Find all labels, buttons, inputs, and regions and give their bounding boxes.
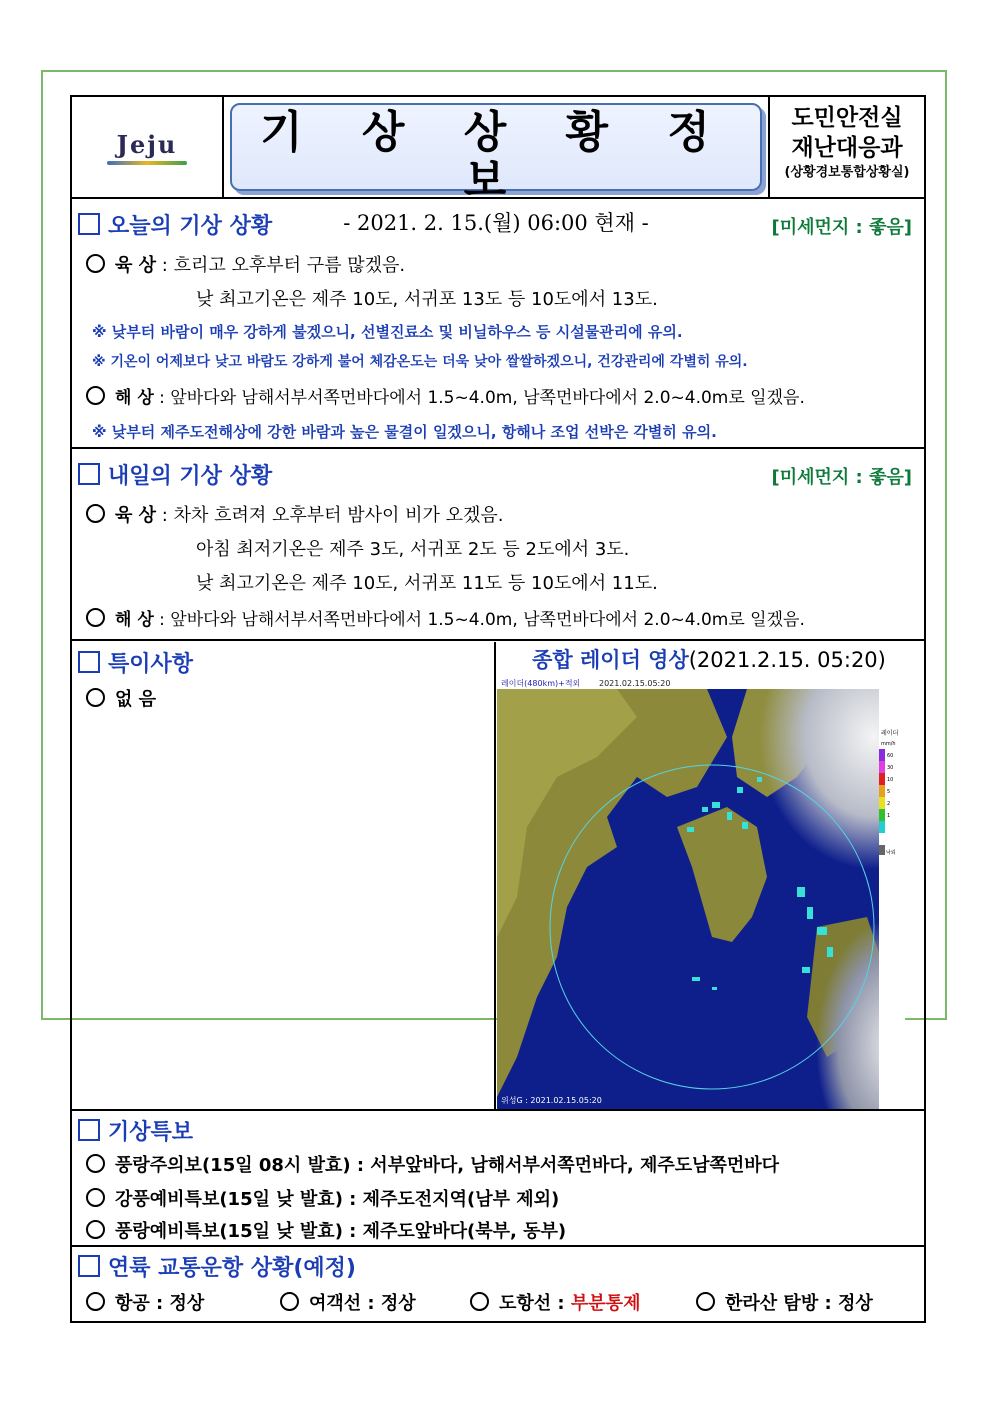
dept-line-2: 재난대응과 [791,135,903,161]
legend-swatch [879,749,885,761]
circle-bullet-icon [86,504,105,523]
legend-value: 10 [887,777,894,783]
logo-swoosh-icon [107,161,187,165]
dept-line-3: (상황경보통합상황실) [784,165,910,180]
today-section [72,199,924,449]
tomorrow-land: 육 상 : 차차 흐려져 오후부터 밤사이 비가 오겠음. [86,501,504,527]
special-title: 특이사항 [78,647,193,678]
circle-bullet-icon [280,1292,299,1311]
title-box [230,103,762,235]
today-note-2: ※ 기온이 어제보다 낮고 바람도 강하게 불어 체감온도는 더욱 낮아 쌀쌀하겠으니, 건강관리에 각별히 유의. [92,354,748,370]
circle-bullet-icon [86,386,105,405]
today-land: 육 상 : 흐리고 오후부터 구름 많겠음. [86,251,405,277]
tomorrow-dust: [미세먼지 : 좋음] [771,467,912,488]
legend-swatch [879,821,885,833]
radar-top-time: 2021.02.15.05:20 [599,679,671,688]
legend-value: 1 [887,813,891,819]
today-land-temp: 낮 최고기온은 제주 10도, 서귀포 13도 등 10도에서 13도. [196,289,658,310]
tomorrow-section [72,449,924,641]
legend-value: 5 [887,789,891,795]
today-note-1: ※ 낮부터 바람이 매우 강하게 불겠으니, 선별진료소 및 비닐하우스 등 시설물관리에 유의. [92,323,683,341]
traffic-island-ferry: 도항선 : 부분통제 [470,1289,640,1315]
circle-bullet-icon [86,1220,105,1239]
today-sea: 해 상 : 앞바다와 남해서부서쪽먼바다에서 1.5~4.0m, 남쪽먼바다에서 2.0~4.0m로 일겠음. [86,383,805,408]
legend-lightning: 낙뢰 [886,850,896,856]
circle-bullet-icon [86,254,105,273]
tomorrow-land-min: 아침 최저기온은 제주 3도, 서귀포 2도 등 2도에서 3도. [196,539,630,560]
department [768,97,924,197]
legend-swatch [879,773,885,785]
traffic-title: 연륙 교통운항 상황(예정) [78,1251,356,1282]
radar-image [497,677,905,1109]
weather-document [70,95,926,1323]
circle-bullet-icon [86,1188,105,1207]
tomorrow-title: 내일의 기상 상황 [78,459,272,490]
legend-value: 30 [887,765,894,771]
traffic-hallasan: 한라산 탐방 : 정상 [696,1289,873,1315]
checkbox-square-icon [78,463,100,485]
legend-value: 60 [887,753,894,759]
today-title: 오늘의 기상 상황 [78,209,272,240]
circle-bullet-icon [86,1154,105,1173]
traffic-air: 항공 : 정상 [86,1289,204,1315]
warning-item: 풍랑주의보(15일 08시 발효) : 서부앞바다, 남해서부서쪽먼바다, 제주도남쪽먼바다 [86,1151,779,1177]
page-title: 기 상 상 황 정 보 [260,107,732,206]
circle-bullet-icon [470,1292,489,1311]
radar-bottom-label: 위성G : 2021.02.15.05:20 [501,1096,602,1105]
tomorrow-sea: 해 상 : 앞바다와 남해서부서쪽먼바다에서 1.5~4.0m, 남쪽먼바다에서 2.0~4.0m로 일겠음. [86,605,805,630]
legend-swatch [879,809,885,821]
legend-swatch [879,797,885,809]
warning-item: 풍랑예비특보(15일 낮 발효) : 제주도앞바다(북부, 동부) [86,1217,566,1243]
dept-line-1: 도민안전실 [791,105,903,131]
radar-top-label: 레이더(480km)+적외 [501,679,581,688]
legend-swatch [879,761,885,773]
warnings-section [72,1111,924,1247]
radar-title: 종합 레이더 영상(2021.2.15. 05:20) [532,648,886,672]
special-item: 없 음 [86,685,156,711]
column-divider [494,642,496,1110]
checkbox-square-icon [78,1255,100,1277]
warning-item: 강풍예비특보(15일 낮 발효) : 제주도전지역(남부 제외) [86,1185,559,1211]
legend-swatch [879,785,885,797]
checkbox-square-icon [78,1119,100,1141]
island-ferry-status: 부분통제 [570,1293,641,1314]
circle-bullet-icon [86,608,105,627]
tomorrow-land-max: 낮 최고기온은 제주 10도, 서귀포 11도 등 10도에서 11도. [196,573,658,594]
legend-title: 레이더 [881,730,899,737]
warnings-title: 기상특보 [78,1115,193,1146]
today-dust: [미세먼지 : 좋음] [771,217,912,238]
legend-unit: mm/h [881,741,896,747]
circle-bullet-icon [86,688,105,707]
checkbox-square-icon [78,651,100,673]
traffic-section [72,1247,924,1321]
checkbox-square-icon [78,213,100,235]
logo-text: Jeju [116,129,178,159]
circle-bullet-icon [86,1292,105,1311]
circle-bullet-icon [696,1292,715,1311]
today-note-3: ※ 낮부터 제주도전해상에 강한 바람과 높은 물결이 일겠으니, 항해나 조업 선박은 각별히 유의. [92,423,717,441]
legend-value: 2 [887,801,891,807]
jeju-logo [72,97,224,197]
radar-satellite-map [497,677,905,1109]
traffic-ferry: 여객선 : 정상 [280,1289,416,1315]
report-date: - 2021. 2. 15.(월) 06:00 현재 - [343,211,649,235]
